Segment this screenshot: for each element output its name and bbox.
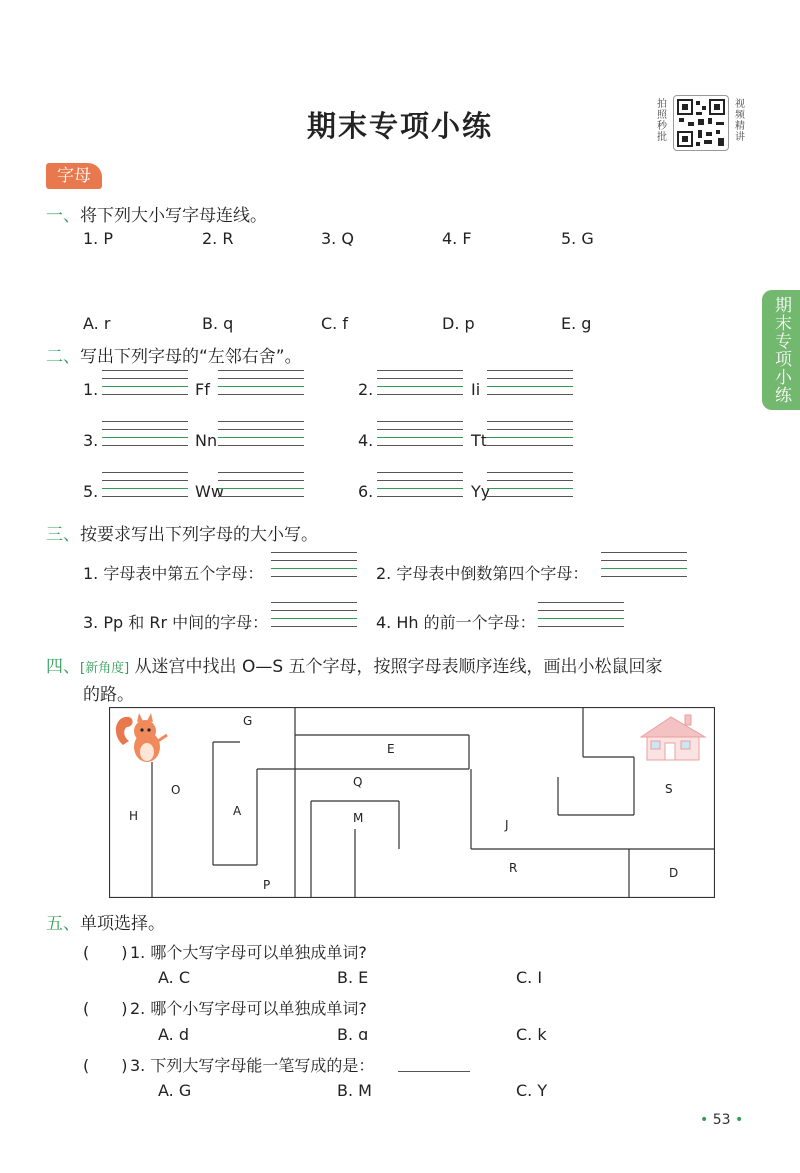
dot-right-icon: • [735, 1112, 744, 1128]
s2-r0-a-line-2[interactable] [102, 378, 188, 379]
section4-text: 从迷宫中找出 O—S 五个字母，按照字母表顺序连线，画出小松鼠回家 [134, 657, 663, 677]
s1-top-2: 2. R [202, 229, 234, 248]
s2-r2-b-line-3[interactable] [218, 488, 304, 489]
qr-right-text: 视频精讲 [735, 99, 745, 143]
house-icon [641, 715, 705, 760]
s1-bottom-2: B. q [202, 314, 234, 333]
qr-left-text: 拍照秒批 [657, 99, 667, 143]
s2-letter-1: Ff [195, 380, 210, 399]
s2-r1-c-line-4[interactable] [377, 445, 463, 446]
s3-q2-line-4[interactable] [601, 576, 687, 577]
dot-left-icon: • [700, 1112, 709, 1128]
s2-r0-c-line-1[interactable] [377, 370, 463, 371]
q3-opt-b[interactable]: B. M [337, 1081, 372, 1100]
s2-r0-d-line-2[interactable] [487, 378, 573, 379]
maze-letter-a: A [233, 804, 242, 818]
maze-letter-g: G [243, 714, 253, 728]
s2-r1-a-line-3[interactable] [102, 437, 188, 438]
s2-r1-c-line-2[interactable] [377, 429, 463, 430]
s3-q1: 1. 字母表中第五个字母： [83, 564, 264, 583]
section4-heading [46, 652, 663, 677]
section5-heading [46, 909, 165, 934]
s2-r0-b-line-3[interactable] [218, 386, 304, 387]
s3-q3-line-3[interactable] [271, 618, 357, 619]
section3-text: 按要求写出下列字母的大小写。 [80, 525, 318, 545]
s2-r1-b-line-3[interactable] [218, 437, 304, 438]
s2-r2-d-line-1[interactable] [487, 472, 573, 473]
s2-r1-b-line-4[interactable] [218, 445, 304, 446]
section5-num: 五、 [46, 914, 80, 934]
s2-num-2: 2. [358, 380, 374, 399]
section-tag: 字母 [46, 163, 102, 189]
s2-r0-b-line-1[interactable] [218, 370, 304, 371]
s2-r1-d-line-3[interactable] [487, 437, 573, 438]
s2-r2-b-line-2[interactable] [218, 480, 304, 481]
s3-q1-line-3[interactable] [271, 568, 357, 569]
s3-q4-line-3[interactable] [538, 618, 624, 619]
section2-text: 写出下列字母的“左邻右舍”。 [80, 347, 302, 367]
s2-r0-c-line-4[interactable] [377, 394, 463, 395]
s2-r1-a-line-4[interactable] [102, 445, 188, 446]
q2-text: 2. 哪个小写字母可以单独成单词? [130, 999, 367, 1018]
q2-opt-a[interactable]: A. d [158, 1025, 189, 1044]
answer-paren-2[interactable]: ( ) [83, 999, 128, 1018]
answer-paren-3[interactable]: ( ) [83, 1056, 128, 1075]
maze-letter-d: D [669, 866, 679, 880]
s2-r1-c-line-1[interactable] [377, 421, 463, 422]
s2-r2-d-line-3[interactable] [487, 488, 573, 489]
s1-bottom-5: E. g [561, 314, 592, 333]
s2-num-6: 6. [358, 482, 374, 501]
s2-r1-d-line-2[interactable] [487, 429, 573, 430]
squirrel-icon [116, 713, 167, 762]
q1-opt-a[interactable]: A. C [158, 968, 191, 987]
s2-r1-d-line-1[interactable] [487, 421, 573, 422]
s2-letter-2: Ii [471, 380, 481, 399]
s2-r0-d-line-3[interactable] [487, 386, 573, 387]
q1-opt-c[interactable]: C. I [516, 968, 543, 987]
s1-bottom-3: C. f [321, 314, 348, 333]
maze[interactable] [109, 707, 715, 898]
section3-num: 三、 [46, 525, 80, 545]
s2-r2-b-line-1[interactable] [218, 472, 304, 473]
s3-q3-line-4[interactable] [271, 626, 357, 627]
s3-q4: 4. Hh 的前一个字母： [376, 613, 536, 632]
s1-top-5: 5. G [561, 229, 594, 248]
page-title: 期末专项小练 [306, 109, 493, 143]
qr-block [655, 93, 755, 153]
q3-opt-c[interactable]: C. Y [516, 1081, 548, 1100]
s2-num-5: 5. [83, 482, 99, 501]
maze-letter-o: O [171, 783, 181, 797]
s1-top-3: 3. Q [321, 229, 354, 248]
s2-r0-a-line-4[interactable] [102, 394, 188, 395]
q3-text: 3. 下列大写字母能一笔写成的是： [130, 1056, 375, 1075]
s2-r0-d-line-1[interactable] [487, 370, 573, 371]
s1-top-4: 4. F [442, 229, 472, 248]
new-angle-badge: [新角度] [80, 661, 130, 676]
s2-r0-a-line-1[interactable] [102, 370, 188, 371]
section1-num: 一、 [46, 206, 80, 226]
s3-q1-line-2[interactable] [271, 560, 357, 561]
maze-letter-j: J [505, 818, 509, 832]
section1-heading [46, 201, 267, 226]
s3-q2: 2. 字母表中倒数第四个字母： [376, 564, 589, 583]
s3-q3-line-1[interactable] [271, 602, 357, 603]
section1-text: 将下列大小写字母连线。 [80, 206, 267, 226]
s2-r0-c-line-2[interactable] [377, 378, 463, 379]
q2-opt-b[interactable]: B. ɑ [337, 1025, 369, 1044]
s2-r2-a-line-2[interactable] [102, 480, 188, 481]
section3-heading [46, 520, 318, 545]
answer-paren-1[interactable]: ( ) [83, 943, 128, 962]
s3-q2-line-2[interactable] [601, 560, 687, 561]
section2-heading [46, 342, 302, 367]
q3-opt-a[interactable]: A. G [158, 1081, 192, 1100]
s2-num-3: 3. [83, 431, 99, 450]
maze-letter-r: R [509, 861, 518, 875]
s1-bottom-1: A. r [83, 314, 111, 333]
s2-letter-4: Tt [471, 431, 488, 450]
s2-r1-b-line-2[interactable] [218, 429, 304, 430]
s2-num-4: 4. [358, 431, 374, 450]
q2-opt-c[interactable]: C. k [516, 1025, 547, 1044]
s2-r2-a-line-1[interactable] [102, 472, 188, 473]
page-number-value: 53 [712, 1112, 731, 1128]
s2-r1-a-line-2[interactable] [102, 429, 188, 430]
s2-r1-a-line-1[interactable] [102, 421, 188, 422]
maze-letter-m: M [353, 811, 364, 825]
s2-letter-6: Yy [471, 482, 491, 501]
maze-letter-e: E [387, 742, 395, 756]
q1-text: 1. 哪个大写字母可以单独成单词? [130, 943, 367, 962]
s2-r2-c-line-1[interactable] [377, 472, 463, 473]
s2-r2-b-line-4[interactable] [218, 496, 304, 497]
side-tab: 期末专项小练 [762, 290, 800, 410]
s2-r1-c-line-3[interactable] [377, 437, 463, 438]
section4-text2: 的路。 [83, 685, 134, 705]
s3-q2-line-1[interactable] [601, 552, 687, 553]
s2-r2-c-line-4[interactable] [377, 496, 463, 497]
s2-r0-b-line-2[interactable] [218, 378, 304, 379]
s2-r0-d-line-4[interactable] [487, 394, 573, 395]
s2-r1-d-line-4[interactable] [487, 445, 573, 446]
s2-r2-c-line-2[interactable] [377, 480, 463, 481]
section2-num: 二、 [46, 347, 80, 367]
s2-num-1: 1. [83, 380, 99, 399]
s2-r2-a-line-3[interactable] [102, 488, 188, 489]
section5-text: 单项选择。 [80, 914, 165, 934]
s3-q4-line-1[interactable] [538, 602, 624, 603]
s1-top-1: 1. P [83, 229, 113, 248]
maze-letter-q: Q [353, 775, 363, 789]
q3-answer-line[interactable] [398, 1071, 470, 1072]
s3-q1-line-1[interactable] [271, 552, 357, 553]
maze-letter-h: H [129, 809, 139, 823]
s2-r2-a-line-4[interactable] [102, 496, 188, 497]
s2-r0-c-line-3[interactable] [377, 386, 463, 387]
s2-r2-c-line-3[interactable] [377, 488, 463, 489]
section4-num: 四、 [46, 657, 80, 677]
maze-letter-s: S [665, 782, 673, 796]
s2-r1-b-line-1[interactable] [218, 421, 304, 422]
qr-code-icon [673, 95, 729, 151]
s2-r0-a-line-3[interactable] [102, 386, 188, 387]
page-number [700, 1112, 743, 1128]
s3-q3: 3. Pp 和 Rr 中间的字母： [83, 613, 269, 632]
q1-opt-b[interactable]: B. E [337, 968, 369, 987]
s3-q2-line-3[interactable] [601, 568, 687, 569]
s3-q4-line-2[interactable] [538, 610, 624, 611]
s3-q4-line-4[interactable] [538, 626, 624, 627]
s3-q1-line-4[interactable] [271, 576, 357, 577]
s3-q3-line-2[interactable] [271, 610, 357, 611]
s2-letter-3: Nn [195, 431, 218, 450]
maze-letter-p: P [263, 878, 271, 892]
s2-letter-5: Ww [195, 482, 224, 501]
s2-r2-d-line-4[interactable] [487, 496, 573, 497]
s1-bottom-4: D. p [442, 314, 475, 333]
s2-r0-b-line-4[interactable] [218, 394, 304, 395]
s2-r2-d-line-2[interactable] [487, 480, 573, 481]
